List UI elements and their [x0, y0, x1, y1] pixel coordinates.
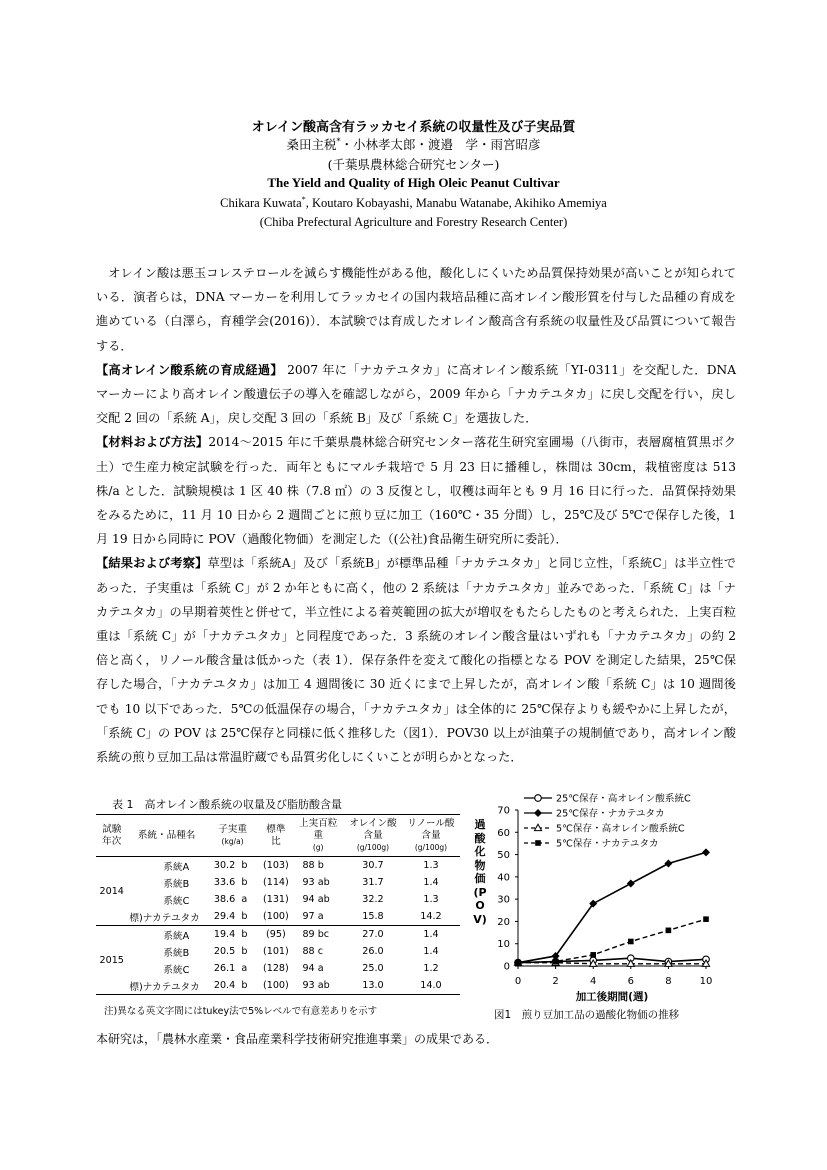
- y-tick-label: 50: [497, 850, 510, 862]
- section-breeding: [96, 358, 736, 431]
- cell-linoleic: 1.3: [402, 857, 460, 875]
- cell-ratio: (100): [259, 977, 292, 995]
- author-first-ja: 桑田主税: [286, 137, 337, 152]
- yield-letter: b: [241, 860, 248, 871]
- yield-value: 33.6: [213, 877, 236, 888]
- col-oleic: オレイン酸含量 (g/100g): [344, 815, 402, 857]
- y-tick-label: 40: [497, 872, 510, 884]
- table-row: [96, 943, 460, 960]
- weight-letter: bc: [317, 929, 330, 940]
- point-diamond: [534, 809, 542, 817]
- cell-linoleic: 1.4: [423, 946, 439, 957]
- corresponding-mark: *: [336, 136, 341, 146]
- weight-letter: b: [317, 860, 324, 871]
- cell-yield: [206, 908, 259, 926]
- point-square: [628, 939, 634, 945]
- legend-label: 25℃保存・ナカテユタカ: [556, 808, 665, 820]
- cell-ratio: (101): [262, 946, 289, 957]
- body-text: [96, 261, 736, 769]
- cell-year: 2014: [96, 857, 127, 926]
- table-row: [96, 926, 460, 944]
- authors-rest-en: , Koutaro Kobayashi, Manabu Watanabe, Akihiko Amemiya: [305, 196, 607, 211]
- yield-value: 38.6: [213, 894, 236, 905]
- weight-value: 94: [302, 963, 315, 974]
- table-row: [96, 874, 460, 891]
- yield-value: 19.4: [213, 929, 236, 940]
- weight-letter: c: [317, 946, 323, 957]
- point-square: [535, 840, 541, 846]
- point-diamond: [664, 859, 672, 867]
- cell-yield: [206, 874, 259, 891]
- yield-table: [96, 814, 460, 995]
- cell-linoleic: 14.2: [420, 911, 442, 922]
- cell-variety: 系統B: [163, 947, 190, 959]
- author-first-en: Chikara Kuwata: [220, 196, 302, 211]
- table-row: [96, 977, 460, 995]
- figure-caption: 図1 煎り豆加工品の過酸化物価の推移: [494, 1009, 680, 1021]
- affiliation-en: (Chiba Prefectural Agriculture and Forestry Research Center): [259, 215, 568, 229]
- x-tick-label: 2: [552, 976, 559, 987]
- yield-value: 29.4: [213, 911, 236, 922]
- point-square: [703, 916, 709, 922]
- series-line-2: [518, 852, 706, 962]
- cell-oleic: 25.0: [362, 963, 384, 974]
- cell-ratio: (114): [262, 877, 289, 888]
- col-variety: 系統・品種名: [127, 815, 205, 857]
- cell-linoleic: 14.0: [402, 977, 460, 995]
- point-square: [666, 928, 672, 934]
- section-heading: 【材料および方法】: [96, 435, 209, 450]
- col-ratio: 標準比: [259, 815, 292, 857]
- cell-weight: [292, 874, 344, 891]
- section-text: 2007 年に「ナカテユタカ」に高オレイン酸系統「YI-0311」を交配した．DNA マーカーにより高オレイン酸遺伝子の導入を確認しながら，2009 年から「ナカテユタカ」に戻し交配を行い，戻し交配 2 回の「系統 A」，戻し交配 3 回の「系統 B」及び「系統 C」を選抜した．: [96, 362, 737, 426]
- yield-letter: a: [241, 963, 248, 974]
- y-tick-label: 10: [497, 939, 510, 951]
- cell-yield: [206, 891, 259, 908]
- cell-ratio: (95): [259, 926, 292, 944]
- cell-variety: 系統A: [127, 857, 205, 875]
- cell-weight: [292, 908, 344, 926]
- cell-yield: [206, 857, 259, 875]
- point-square: [590, 952, 596, 958]
- y-tick-label: 60: [497, 827, 510, 839]
- weight-value: 93: [302, 980, 315, 991]
- cell-yield: [206, 943, 259, 960]
- table-row: [96, 960, 460, 977]
- cell-variety: 系統A: [127, 926, 205, 944]
- section-text: 草型は「系統A」及び「系統B」が標準品種「ナカテユタカ」と同じ立性，「系統C」は半立性であった．子実重は「系統 C」が 2 か年ともに高く，他の 2 系統は「ナカテユタカ」並みであった．「系統 C」は「ナカテユタカ」の早期着莢性と併せて，半立性による着莢範囲の拡大が増収をもたらしたものと考えられた．上実百粒重は「系統 C」が「ナカテユタカ」と同程度であった．3 系統のオレイン酸含量はいずれも「ナカテユタカ」の約 2 倍と高く，リノール酸含量は低かった（表 1）．保存条件を変えて酸化の指標となる POV を測定した結果，25℃保存した場合，「ナカテユタカ」は加工 4 週間後に 30 近くにまで上昇したが，高オレイン酸「系統 C」は 10 週間後でも 10 以下であった．5℃の低温保存の場合，「ナカテユタカ」は全体的に 25℃保存よりも緩やかに上昇したが，「系統 C」の POV は 25℃保存と同様に低く推移した（図1）．POV30 以上が油菓子の規制値であり，高オレイン酸系統の煎り豆加工品は常温貯蔵でも品質劣化しにくいことが明らかとなった．: [96, 556, 736, 765]
- weight-letter: ab: [317, 980, 330, 991]
- yield-letter: b: [241, 929, 248, 940]
- yield-value: 30.2: [213, 860, 236, 871]
- weight-value: 89: [302, 929, 315, 940]
- cell-oleic: 26.0: [362, 946, 384, 957]
- section-heading: 【高オレイン酸系統の育成経過】: [96, 362, 283, 377]
- affiliation-ja: (千葉県農林総合研究センター): [327, 157, 500, 172]
- yield-letter: a: [241, 894, 248, 905]
- cell-yield: [206, 960, 259, 977]
- cell-variety: 標)ナカテユタカ: [129, 912, 200, 924]
- cell-yield: [206, 977, 259, 995]
- cell-weight: [292, 977, 344, 995]
- cell-weight: [292, 943, 344, 960]
- weight-letter: a: [317, 963, 324, 974]
- legend-label: 25℃保存・高オレイン酸系統C: [556, 793, 691, 805]
- weight-value: 93: [302, 877, 315, 888]
- col-yield: 子実重 (kg/a): [206, 815, 259, 857]
- section-heading: 【結果および考察】: [96, 556, 208, 571]
- x-tick-label: 4: [590, 976, 597, 987]
- authors-ja: [0, 135, 827, 153]
- weight-value: 97: [302, 911, 315, 922]
- y-tick-label: 70: [497, 805, 510, 817]
- cell-linoleic: 1.2: [423, 963, 439, 974]
- cell-variety: 系統B: [163, 878, 190, 890]
- acknowledgement: 本研究は，「農林水産業・食品産業科学技術研究推進事業」の成果である．: [96, 1032, 499, 1046]
- x-axis-title: 加工後期間(週): [575, 991, 649, 1003]
- col-weight: 上実百粒重 (g): [292, 815, 344, 857]
- weight-letter: ab: [317, 894, 330, 905]
- cell-ratio: (103): [259, 857, 292, 875]
- paper-title-en: The Yield and Quality of High Oleic Peanut Cultivar: [267, 175, 560, 190]
- section-methods: [96, 430, 736, 551]
- cell-weight: [292, 960, 344, 977]
- x-tick-label: 10: [699, 976, 713, 987]
- cell-linoleic: 1.4: [402, 926, 460, 944]
- cell-weight: [292, 857, 344, 875]
- section-results: [96, 551, 736, 769]
- cell-year: 2015: [96, 926, 127, 995]
- cell-ratio: (131): [262, 894, 289, 905]
- yield-letter: b: [241, 946, 248, 957]
- legend-label: 5℃保存・高オレイン酸系統C: [556, 823, 685, 835]
- cell-oleic: 15.8: [362, 911, 384, 922]
- cell-weight: [292, 891, 344, 908]
- cell-ratio: (100): [262, 911, 289, 922]
- point-open-circle: [535, 795, 542, 802]
- series-line-4: [518, 919, 706, 962]
- point-square: [553, 959, 559, 965]
- legend-label: 5℃保存・ナカテユタカ: [556, 838, 659, 850]
- table-row: [96, 908, 460, 926]
- y-axis-title: 過酸化物価(POV): [473, 818, 487, 926]
- col-linoleic: リノール酸含量 (g/100g): [402, 815, 460, 857]
- cell-yield: [206, 926, 259, 944]
- point-diamond: [627, 880, 635, 888]
- series-line-3: [518, 963, 706, 964]
- cell-variety: 標)ナカテユタカ: [127, 977, 205, 995]
- cell-variety: 系統C: [163, 895, 190, 907]
- weight-letter: a: [317, 911, 324, 922]
- yield-letter: b: [241, 911, 248, 922]
- cell-linoleic: 1.4: [423, 877, 439, 888]
- yield-letter: b: [241, 980, 248, 991]
- yield-letter: b: [241, 877, 248, 888]
- y-tick-label: 30: [497, 894, 510, 906]
- cell-ratio: (128): [262, 963, 289, 974]
- corresponding-mark-en: *: [301, 195, 306, 204]
- authors-en: [0, 195, 827, 211]
- table-row: [96, 857, 460, 875]
- yield-value: 20.4: [213, 980, 236, 991]
- y-tick-label: 20: [497, 916, 510, 928]
- y-tick-label: 0: [503, 961, 510, 973]
- table-row: [96, 891, 460, 908]
- weight-value: 94: [302, 894, 315, 905]
- cell-oleic: 13.0: [344, 977, 402, 995]
- paper-title-ja: オレイン酸高含有ラッカセイ系統の収量性及び子実品質: [251, 120, 576, 135]
- intro-paragraph: オレイン酸は悪玉コレステロールを減らす機能性がある他，酸化しにくいため品質保持効果が高いことが知られている．演者らは，DNA マーカーを利用してラッカセイの国内栽培品種に高オレイン酸形質を付与した品種の育成を進めている（白澤ら，育種学会(2016)）．本試験では育成したオレイン酸高含有系統の収量性及び品質について報告する．: [96, 266, 736, 353]
- table-title: 表 1 高オレイン酸系統の収量及び脂肪酸含量: [112, 798, 342, 811]
- authors-rest-ja: ・小林孝太郎・渡邉 学・雨宮昭彦: [340, 137, 541, 152]
- weight-value: 88: [302, 946, 315, 957]
- pov-chart: [470, 788, 730, 1010]
- cell-linoleic: 1.3: [423, 894, 439, 905]
- x-tick-label: 6: [627, 976, 634, 987]
- weight-letter: ab: [317, 877, 330, 888]
- point-square: [515, 960, 521, 966]
- cell-oleic: 30.7: [344, 857, 402, 875]
- x-tick-label: 8: [665, 976, 672, 987]
- cell-oleic: 27.0: [344, 926, 402, 944]
- section-text: 2014～2015 年に千葉県農林総合研究センター落花生研究室圃場（八街市，表層腐植質黒ボク土）で生産力検定試験を行った．両年ともにマルチ栽培で 5 月 23 日に播種し，株間は 30cm，栽植密度は 513 株/a とした．試験規模は 1 区 40 株（7.8 ㎡）の 3 反復とし，収穫は両年とも 9 月 16 日に行った．品質保持効果をみるために，11 月 10 日から 2 週間ごとに煎り豆に加工（160℃・35 分間）し，25℃及び 5℃で保存した後，1 月 19 日から同時に POV（過酸化物価）を測定した（(公社)食品衛生研究所に委託）．: [96, 435, 736, 547]
- point-diamond: [702, 848, 710, 856]
- cell-weight: [292, 926, 344, 944]
- cell-oleic: 31.7: [362, 877, 384, 888]
- yield-value: 26.1: [213, 963, 236, 974]
- yield-value: 20.5: [213, 946, 236, 957]
- weight-value: 88: [302, 860, 315, 871]
- table-note: 注)異なる英文字間にはtukey法で5%レベルで有意差ありを示す: [104, 1006, 378, 1017]
- col-year: 試験年次: [96, 815, 127, 857]
- cell-oleic: 32.2: [362, 894, 384, 905]
- table-body: [96, 857, 460, 995]
- cell-variety: 系統C: [163, 964, 190, 976]
- x-tick-label: 0: [514, 976, 522, 987]
